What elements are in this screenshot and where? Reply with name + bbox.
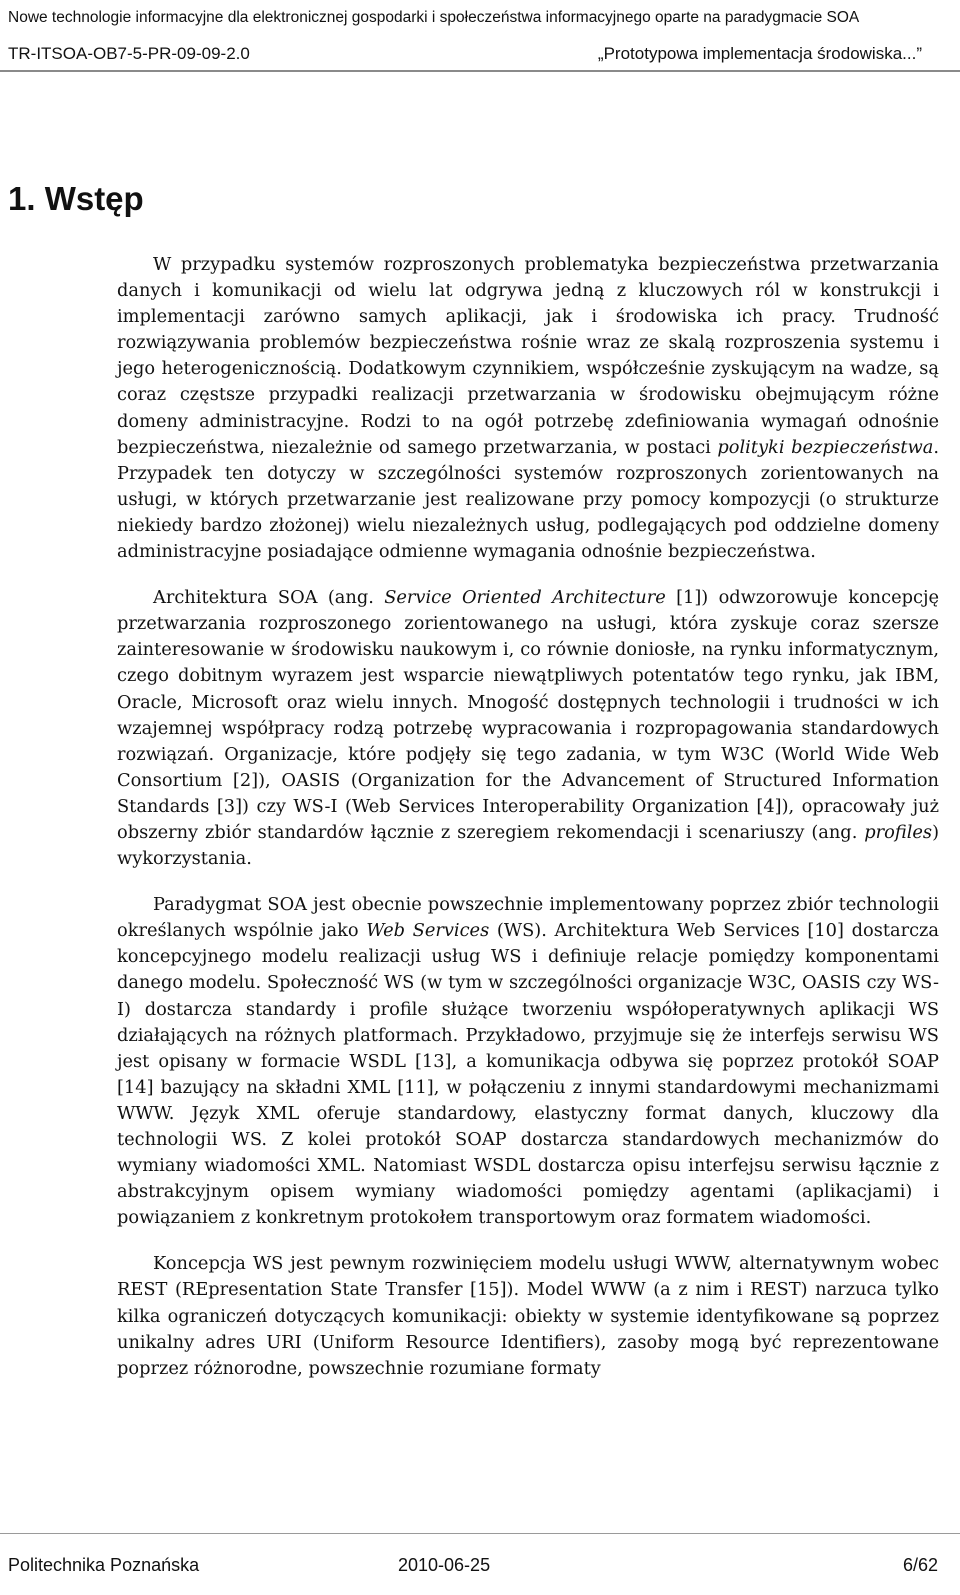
header-divider <box>0 70 960 72</box>
paragraph-2-text-a: Architektura SOA (ang. <box>153 587 385 609</box>
header-document-id: TR-ITSOA-OB7-5-PR-09-09-2.0 <box>8 44 250 63</box>
paragraph-3-emphasis: Web Services <box>366 920 490 942</box>
paragraph-3-text-b: (WS). Architektura Web Services [10] dostarcza koncepcyjnego modelu realizacji usług WS i definiuje relacje pomiędzy komponentami danego modelu. Społeczność WS (w tym w szczególności organizacje W3C, OASIS czy WS-I) dostarcza standardy i profile służące tworzeniu współoperatywnych aplikacji WS działających na różnych platformach. Przykładowo, przyjmuje się że interfejs serwisu WS jest opisany w formacie WSDL [13], a komunikacja odbywa się poprzez protokół SOAP [14] bazujący na składni XML [11], w połączeniu z innymi standardowymi mechanizmami WWW. Język XML oferuje standardowy, elastyczny format danych, kluczowy dla technologii WS. Z kolei protokół SOAP dostarcza standardowych mechanizmów do wymiany wiadomości XML. Natomiast WSDL dostarcza opisu interfejsu serwisu łącznie z abstrakcyjnym opisem wymiany wiadomości pomiędzy agentami (aplikacjami) i powiązaniem z konkretnym protokołem transportowym oraz formatem wiadomości. <box>117 920 939 1229</box>
paragraph-2 <box>117 585 939 872</box>
paragraph-2-emphasis-1: Service Oriented Architecture <box>384 587 666 609</box>
footer-page-number: 6/62 <box>902 1555 938 1575</box>
paragraph-2-text-b: [1]) odwzorowuje koncepcję przetwarzania rozproszonego zorientowanego na usługi, która zyskuje coraz szersze zainteresowanie w środowisku naukowym i, co równie doniosłe, na rynku informatycznym, czego dobitnym wyrazem jest wsparcie niewątpliwych potentatów tego rynku, jak IBM, Oracle, Microsoft oraz wielu innych. Mnogość dostępnych technologii i trudności w ich wzajemnej współpracy rodzą potrzebę wypracowania i rozpropagowania standardowych rozwiązań. Organizacje, które podjęły się tego zadania, w tym W3C (World Wide Web Consortium [2]), OASIS (Organization for the Advancement of Structured Information Standards [3]) czy WS-I (Web Services Interoperability Organization [4]), opracowały już obszerny zbiór standardów łącznie z szeregiem rekomendacji i scenariuszy (ang. <box>117 587 939 843</box>
paragraph-3-text-a: Paradygmat SOA jest obecnie powszechnie implementowany poprzez zbiór technologii określanych wspólnie jako <box>117 894 939 942</box>
paragraph-1-emphasis: polityki bezpieczeństwa <box>717 436 934 458</box>
paragraph-4-text: Koncepcja WS jest pewnym rozwinięciem modelu usługi WWW, alternatywnym wobec REST (REpresentation State Transfer [15]). Model WWW (a z nim i REST) narzuca tylko kilka ograniczeń dotyczących komunikacji: obiekty w systemie identyfikowane są poprzez unikalny adres URI (Uniform Resource Identifiers), zasoby mogą być reprezentowane poprzez różnorodne, powszechnie rozumiane formaty <box>117 1253 939 1379</box>
section-heading: 1. Wstęp <box>8 180 144 217</box>
header-project-title: Nowe technologie informacyjne dla elektronicznej gospodarki i społeczeństwa informacyjnego oparte na paradygmacie SOA <box>8 9 860 26</box>
paragraph-2-emphasis-2: profiles <box>864 821 933 843</box>
paragraph-1-text: W przypadku systemów rozproszonych problematyka bezpieczeństwa przetwarzania danych i komunikacji od wielu lat odgrywa jedną z kluczowych ról w konstrukcji i implementacji zarówno samych aplikacji, jak i środowiska ich pracy. Trudność rozwiązywania problemów bezpieczeństwa rośnie wraz ze skalą rozproszenia systemu i jego heterogenicznością. Dodatkowym czynnikiem, współcześnie zyskującym na wadze, są coraz częstsze przypadki realizacji przetwarzania w środowisku obejmującym różne domeny administracyjne. Rodzi to na ogół potrzebę zdefiniowania wymagań odnośnie bezpieczeństwa, niezależnie od samego przetwarzania, w postaci <box>117 254 939 458</box>
footer-date: 2010-06-25 <box>398 1555 491 1575</box>
paragraph-1 <box>117 252 939 565</box>
header-document-title: „Prototypowa implementacja środowiska...” <box>597 44 922 63</box>
footer-divider <box>0 1533 960 1534</box>
footer-institution: Politechnika Poznańska <box>8 1555 200 1575</box>
page-header <box>0 0 960 78</box>
paragraph-2-text-c: ) wykorzystania. <box>117 821 939 870</box>
paragraph-1-tail: . Przypadek ten dotyczy w szczególności systemów rozproszonych zorientowanych na usługi, w których przetwarzanie jest realizowane przy pomocy kompozycji (o strukturze niekiedy bardzo złożonej) wielu niezależnych usług, podlegających pod oddzielne domeny administracyjne posiadające odmienne wymagania odnośnie bezpieczeństwa. <box>117 436 939 563</box>
paragraph-4 <box>117 1251 939 1381</box>
body-text <box>117 252 939 1382</box>
paragraph-3 <box>117 892 939 1231</box>
page-footer <box>0 1533 960 1595</box>
